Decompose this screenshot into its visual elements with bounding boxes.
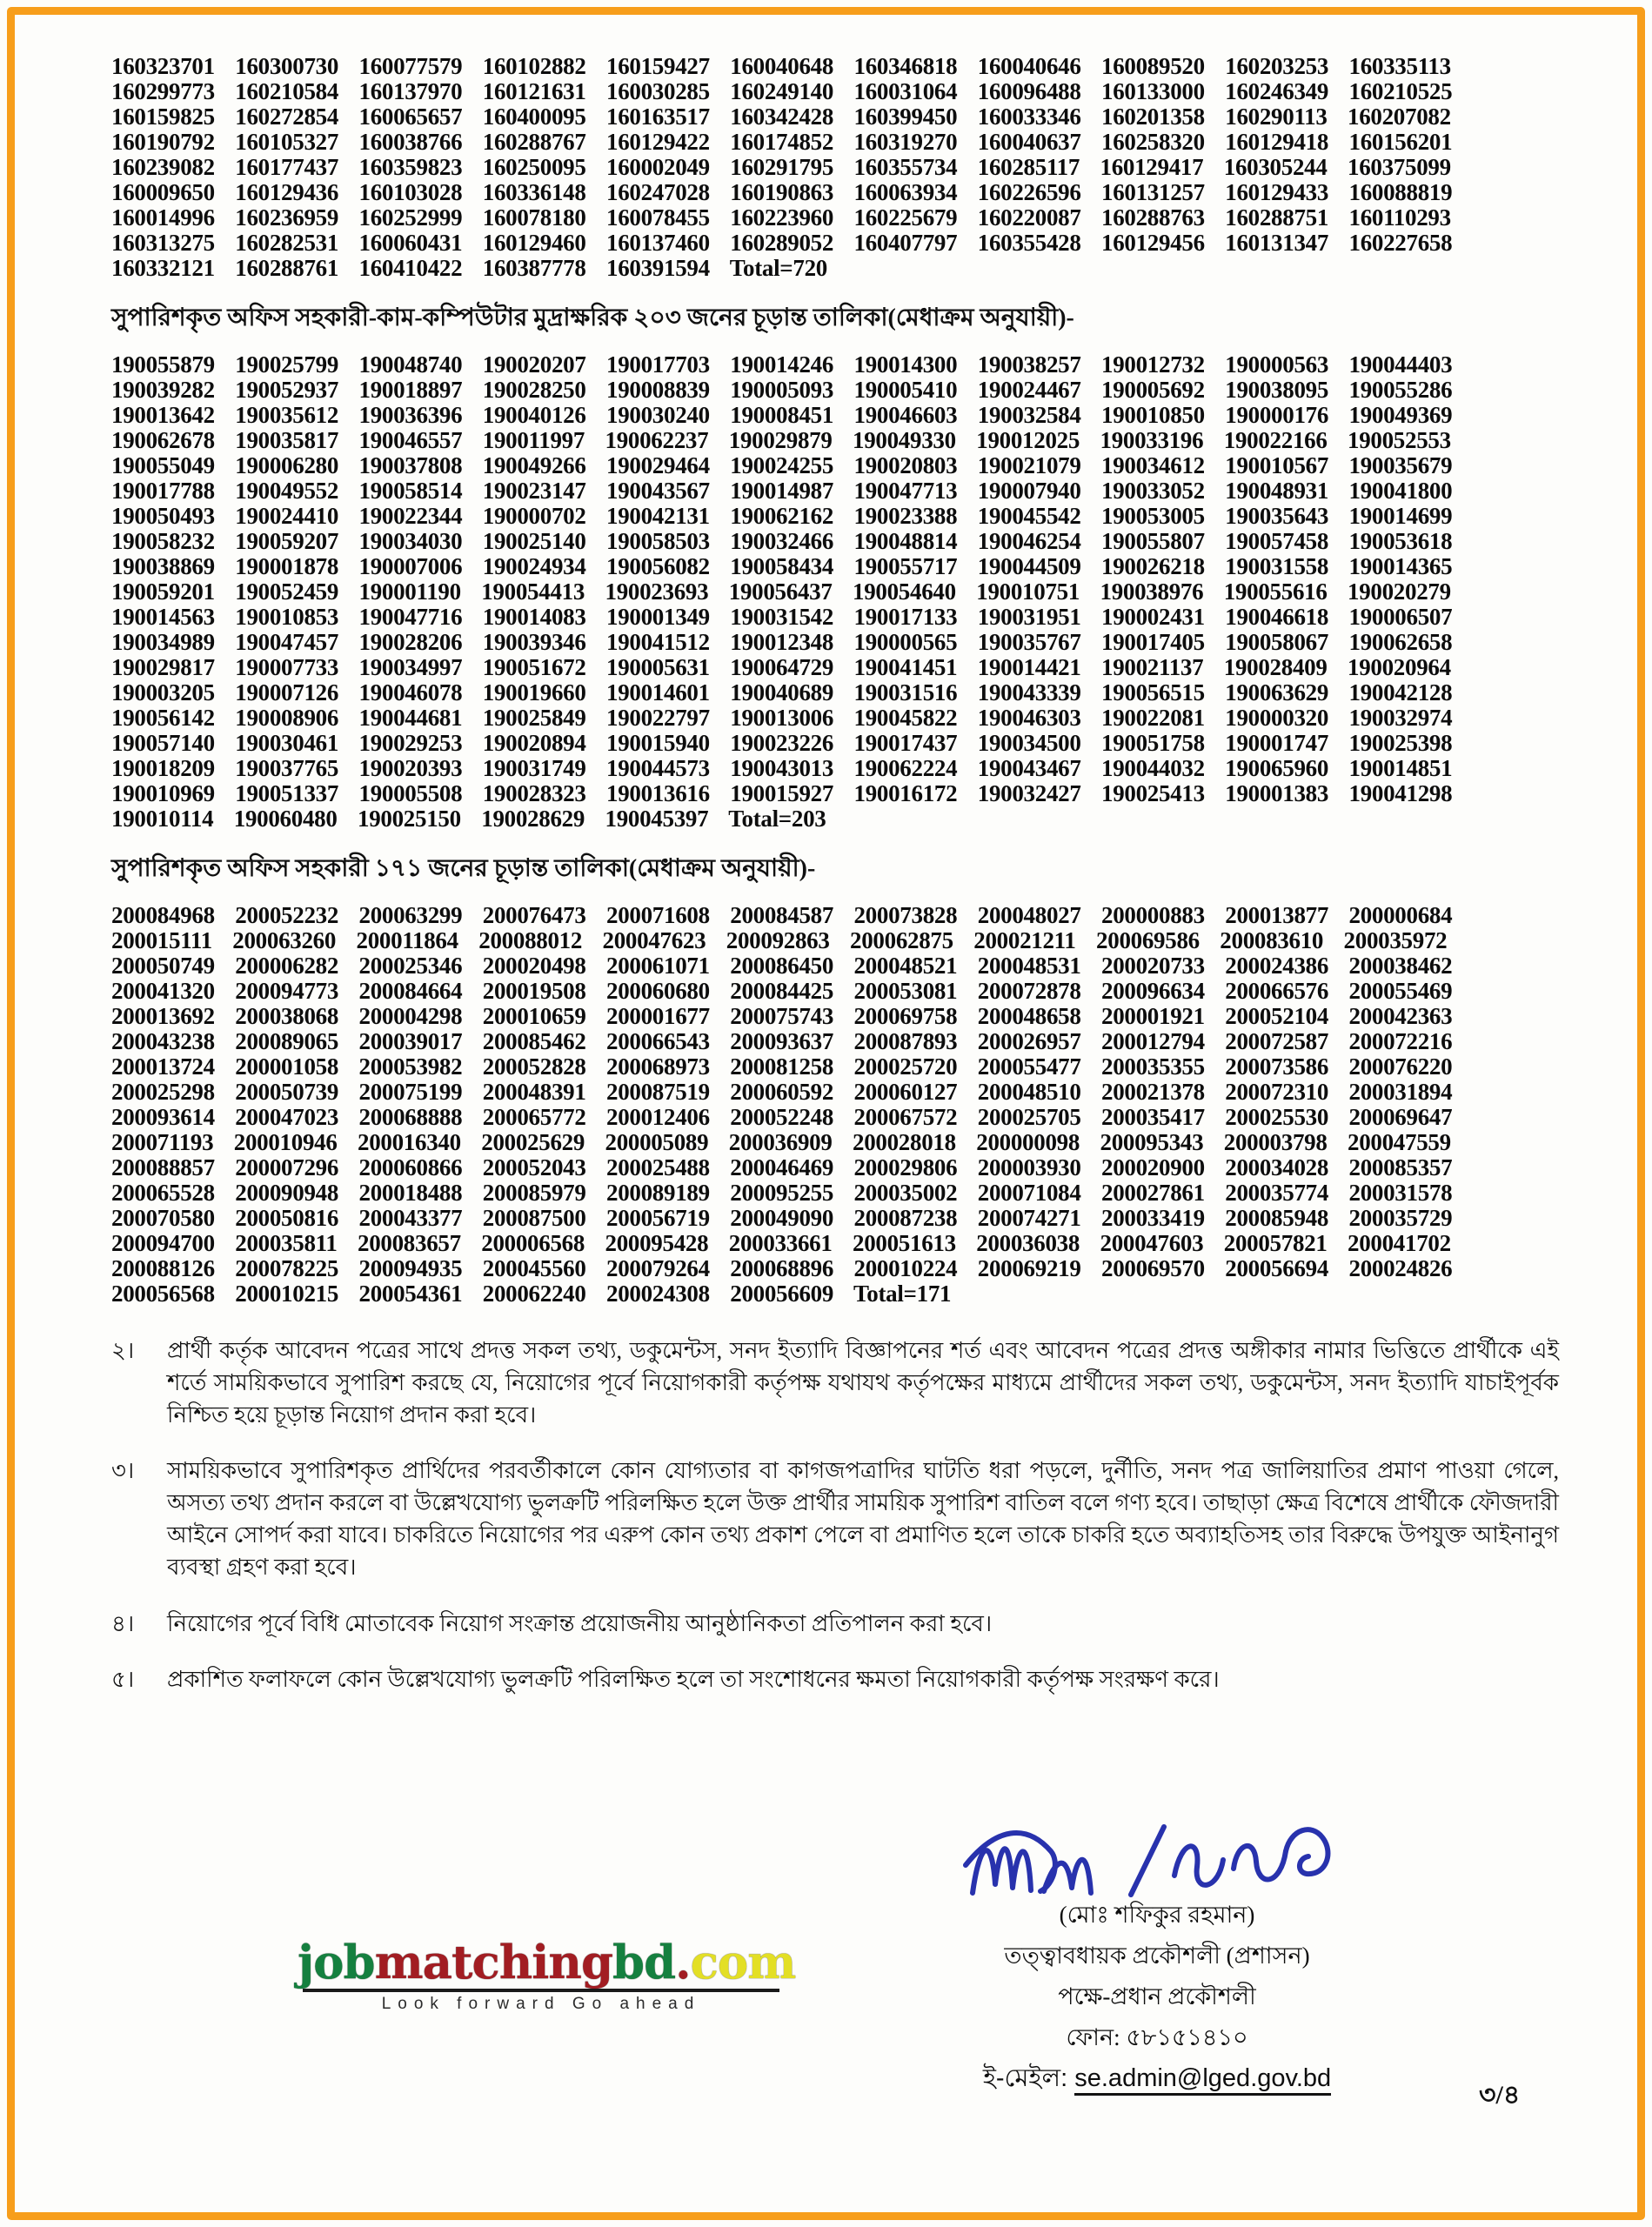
roll-number-line: 190018209 190037765 190020393 190031749 190044573 190043013 190062224 190043467 190044032 190065960 190014851 — [111, 755, 1453, 781]
signatory-phone: ফোন: ৫৮১৫১৪১০ — [1066, 2024, 1248, 2050]
roll-number-line: 190057140 190030461 190029253 190020894 190015940 190023226 190017437 190034500 190051758 190001747 190025398 — [111, 730, 1453, 756]
roll-number-line: 200094700 200035811 200083657 200006568 200095428 200033661 200051613 200036038 200047603 200057821 200041702 — [111, 1230, 1451, 1256]
roll-number-line: 200088126 200078225 200094935 200045560 200079264 200068896 200010224 200069219 200069570 200056694 200024826 — [111, 1255, 1453, 1281]
roll-list-200-series — [111, 903, 1566, 1307]
roll-number-line: 190050493 190024410 190022344 190000702 190042131 190062162 190023388 190045542 190053005 190035643 190014699 — [111, 503, 1453, 529]
logo-wordmark — [298, 1936, 796, 1990]
roll-number-line: 190013642 190035612 190036396 190040126 190030240 190008451 190046603 190032584 190010850 190000176 190049369 — [111, 402, 1453, 428]
note-number: ৫। — [111, 1666, 135, 1692]
email-label: ই-মেইল: — [982, 2064, 1068, 2092]
roll-number-line: 200071193 200010946 200016340 200025629 200005089 200036909 200028018 200000098 200095343 200003798 200047559 — [111, 1129, 1451, 1155]
note-number: ৪। — [111, 1610, 135, 1636]
note-text: নিয়োগের পূর্বে বিধি মোতাবেক নিয়োগ সংক্রান্ত প্রয়োজনীয় আনুষ্ঠানিকতা প্রতিপালন করা হবে। — [167, 1610, 993, 1636]
roll-number-line: 190034989 190047457 190028206 190039346 190041512 190012348 190000565 190035767 190017405 190058067 190062658 — [111, 629, 1453, 655]
note-text: সাময়িকভাবে সুপারিশকৃত প্রার্থিদের পরবর্তীকালে কোন যোগ্যতার বা কাগজপত্রাদির ঘাটতি ধরা পড়লে, দুর্নীতি, সনদ পত্র জালিয়াতির প্রমাণ পাওয়া গেলে, অসত্য তথ্য প্রদান করলে বা উল্লেখযোগ্য ভুলক্রটি পরিলক্ষিত হলে উক্ত প্রার্থীর সাময়িক সুপারিশ বাতিল বলে গণ্য হবে। তাছাড়া ক্ষেত্র বিশেষে প্রার্থীকে ফৌজদারী আইনে সোপর্দ করা যাবে। চাকরিতে নিয়োগের পর এরুপ কোন তথ্য প্রকাশ পেলে বা প্রমাণিত হলে তাকে চাকরি হতে অব্যাহতিসহ তার বিরুদ্ধে উপযুক্ত আইনানুগ ব্যবস্থা গ্রহণ করা হবে। — [167, 1458, 1559, 1581]
roll-number-line: 200056568 200010215 200054361 200062240 200024308 200056609 Total=171 — [111, 1281, 952, 1307]
roll-number-line: 160323701 160300730 160077579 160102882 160159427 160040648 160346818 160040646 160089520 160203253 160335113 — [111, 53, 1451, 79]
roll-number-line: 200041320 200094773 200084664 200019508 200060680 200084425 200053081 200072878 200096634 200066576 200055469 — [111, 978, 1453, 1004]
document-body — [111, 54, 1566, 1709]
roll-number-line: 190055049 190006280 190037808 190049266 190029464 190024255 190020803 190021079 190034612 190010567 190035679 — [111, 452, 1453, 478]
logo-part: . — [675, 1936, 691, 1990]
roll-number-line: 190058232 190059207 190034030 190025140 190058503 190032466 190048814 190046254 190055807 190057458 190053618 — [111, 528, 1453, 554]
roll-number-line: 190017788 190049552 190058514 190023147 190043567 190014987 190047713 190007940 190033052 190048931 190041800 — [111, 478, 1453, 504]
roll-number-line: 190062678 190035817 190046557 190011997 190062237 190029879 190049330 190012025 190033196 190022166 190052553 — [111, 427, 1451, 453]
roll-number-line: 190056142 190008906 190044681 190025849 190022797 190013006 190045822 190046303 190022081 190000320 190032974 — [111, 705, 1453, 731]
roll-number-line: 200070580 200050816 200043377 200087500 200056719 200049090 200087238 200074271 200033419 200085948 200035729 — [111, 1205, 1453, 1231]
roll-number-line: 190038869 190001878 190007006 190024934 190056082 190058434 190055717 190044509 190026218 190031558 190014365 — [111, 553, 1453, 579]
jobmatchingbd-logo — [298, 1936, 796, 2014]
conditions-list — [111, 1334, 1566, 1709]
roll-number-line: 190039282 190052937 190018897 190028250 190008839 190005093 190005410 190024467 190005692 190038095 190055286 — [111, 377, 1453, 403]
note-text: প্রকাশিত ফলাফলে কোন উল্লেখযোগ্য ভুলক্রটি পরিলক্ষিত হলে তা সংশোধনের ক্ষমতা নিয়োগকারী কর্তৃপক্ষ সংরক্ষণ করে। — [167, 1666, 1220, 1692]
section-heading-office-sohokari-computer-203: সুপারিশকৃত অফিস সহকারী-কাম-কম্পিউটার মুদ্রাক্ষরিক ২০৩ জনের চূড়ান্ত তালিকা(মেধাক্রম অনুযায়ী)- — [111, 304, 1074, 331]
logo-part: com — [690, 1936, 796, 1990]
note-text: প্রার্থী কর্তৃক আবেদন পত্রের সাথে প্রদত্ত সকল তথ্য, ডকুমেন্টস, সনদ ইত্যাদি বিজ্ঞাপনের শর্ত এবং আবেদন পত্রের প্রদত্ত অঙ্গীকার নামার ভিত্তিতে প্রার্থীকে এই শর্তে সাময়িকভাবে সুপারিশ করছে যে, নিয়োগের পূর্বে নিয়োগকারী কর্তৃপক্ষ যথাযথ কর্তৃপক্ষের মাধ্যমে প্রার্থীদের সকল তথ্য, ডকুমেন্টস, সনদ ইত্যাদি যাচাইপূর্বক নিশ্চিত হয়ে চূড়ান্ত নিয়োগ প্রদান করা হবে। — [167, 1338, 1559, 1428]
roll-number-line: 190010114 190060480 190025150 190028629 190045397 Total=203 — [111, 806, 826, 832]
signatory-email-line — [879, 2058, 1435, 2099]
roll-number-line: 190003205 190007126 190046078 190019660 190014601 190040689 190031516 190043339 190056515 190063629 190042128 — [111, 679, 1453, 706]
roll-number-line: 200084968 200052232 200063299 200076473 200071608 200084587 200073828 200048027 200000883 200013877 200000684 — [111, 902, 1453, 928]
roll-number-line: 200015111 200063260 200011864 200088012 200047623 200092863 200062875 200021211 200069586 200083610 200035972 — [111, 927, 1448, 953]
logo-part: matching — [374, 1936, 613, 1990]
logo-tagline: Look forward Go ahead — [381, 1995, 701, 2013]
email-address-link[interactable]: se.admin@lged.gov.bd — [1074, 2064, 1331, 2096]
roll-number-line: 200025298 200050739 200075199 200048391 200087519 200060592 200060127 200048510 200021378 200072310 200031894 — [111, 1079, 1453, 1105]
note-number: ৩। — [111, 1458, 135, 1484]
roll-number-line: 160190792 160105327 160038766 160288767 160129422 160174852 160319270 160040637 160258320 160129418 160156201 — [111, 129, 1453, 155]
roll-number-line: 160332121 160288761 160410422 160387778 160391594 Total=720 — [111, 255, 827, 281]
roll-number-line: 200065528 200090948 200018488 200085979 200089189 200095255 200035002 200071084 200027861 200035774 200031578 — [111, 1180, 1453, 1206]
roll-number-line: 160009650 160129436 160103028 160336148 160247028 160190863 160063934 160226596 160131257 160129433 160088819 — [111, 179, 1453, 205]
roll-number-line: 200013692 200038068 200004298 200010659 200001677 200075743 200069758 200048658 200001921 200052104 200042363 — [111, 1003, 1453, 1029]
note-number: ২। — [111, 1338, 135, 1363]
roll-number-line: 190059201 190052459 190001190 190054413 190023693 190056437 190054640 190010751 190038976 190055616 190020279 — [111, 578, 1451, 605]
roll-number-line: 190010969 190051337 190005508 190028323 190013616 190015927 190016172 190032427 190025413 190001383 190041298 — [111, 780, 1453, 806]
roll-number-line: 160014996 160236959 160252999 160078180 160078455 160223960 160225679 160220087 160288763 160288751 160110293 — [111, 204, 1451, 231]
roll-number-line: 160313275 160282531 160060431 160129460 160137460 160289052 160407797 160355428 160129456 160131347 160227658 — [111, 230, 1453, 256]
roll-number-line: 190055879 190025799 190048740 190020207 190017703 190014246 190014300 190038257 190012732 190000563 190044403 — [111, 351, 1453, 378]
signatory-name: (মোঃ শফিকুর রহমান) — [1059, 1902, 1255, 1928]
roll-number-line: 160159825 160272854 160065657 160400095 160163517 160342428 160399450 160033346 160201358 160290113 160207082 — [111, 104, 1451, 130]
logo-part: bd — [612, 1936, 676, 1990]
roll-number-line: 200013724 200001058 200053982 200052828 200068973 200081258 200025720 200055477 200035355 200073586 200076220 — [111, 1053, 1453, 1080]
signatory-title-2: পক্ষে-প্রধান প্রকৌশলী — [1058, 1983, 1256, 2010]
signatory-title-1: তত্ত্বাবধায়ক প্রকৌশলী (প্রশাসন) — [1004, 1943, 1310, 1969]
logo-part: job — [298, 1936, 375, 1990]
roll-number-line: 190029817 190007733 190034997 190051672 190005631 190064729 190041451 190014421 190021137 190028409 190020964 — [111, 654, 1451, 680]
roll-number-line: 190014563 190010853 190047716 190014083 190001349 190031542 190017133 190031951 190002431 190046618 190006507 — [111, 604, 1453, 630]
roll-number-line: 200093614 200047023 200068888 200065772 200012406 200052248 200067572 200025705 200035417 200025530 200069647 — [111, 1104, 1453, 1130]
section-heading-office-sohokari-171: সুপারিশকৃত অফিস সহকারী ১৭১ জনের চূড়ান্ত তালিকা(মেধাক্রম অনুযায়ী)- — [111, 855, 816, 882]
roll-number-line: 160239082 160177437 160359823 160250095 160002049 160291795 160355734 160285117 160129417 160305244 160375099 — [111, 154, 1451, 180]
roll-list-190-series — [111, 352, 1566, 832]
roll-list-160-series — [111, 54, 1566, 281]
roll-number-line: 200050749 200006282 200025346 200020498 200061071 200086450 200048521 200048531 200020733 200024386 200038462 — [111, 953, 1453, 979]
roll-number-line: 200043238 200089065 200039017 200085462 200066543 200093637 200087893 200026957 200012794 200072587 200072216 — [111, 1028, 1453, 1054]
roll-number-line: 160299773 160210584 160137970 160121631 160030285 160249140 160031064 160096488 160133000 160246349 160210525 — [111, 78, 1453, 104]
signatory-block — [879, 1895, 1435, 2099]
page-number: ৩/৪ — [1479, 2081, 1521, 2110]
roll-number-line: 200088857 200007296 200060866 200052043 200025488 200046469 200029806 200003930 200020900 200034028 200085357 — [111, 1154, 1453, 1180]
